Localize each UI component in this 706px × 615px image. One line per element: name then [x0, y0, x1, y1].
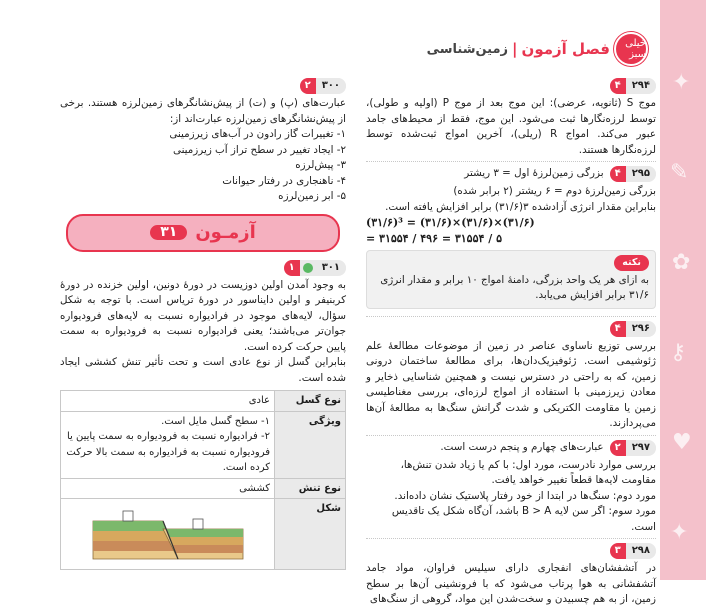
formula-line: = ۳۱۵۵۴ / ۴۹۶ = ۳۱۵۵۴ / ۵ — [366, 231, 502, 245]
star-icon: ✦ — [670, 520, 689, 545]
answer-number: ۲ — [300, 78, 316, 94]
question-number: ۲۹۵ — [626, 166, 656, 182]
star-icon: ✦ — [672, 70, 691, 95]
chapter-header — [318, 36, 648, 62]
table-header-cell: نوع گسل — [275, 391, 346, 412]
exam-number: ۳۱ — [150, 225, 187, 241]
exam-title: آزمـون — [195, 221, 256, 243]
table-row — [61, 499, 346, 570]
key-icon: ⚷ — [670, 340, 687, 365]
question-badge — [610, 543, 656, 559]
note-text: به ازای هر یک واحد بزرگی، دامنهٔ امواج ۱۰ برابر و مقدار انرژی ۳۱/۶ برابر افزایش می‌یابد. — [380, 273, 649, 301]
note-box — [366, 250, 656, 309]
question-badge — [610, 78, 656, 94]
question-296 — [366, 321, 656, 436]
green-dot-icon — [303, 263, 313, 273]
table-row — [61, 411, 346, 478]
answer-line: بزرگی زمین‌لرزهٔ اول = ۳ ریشتر — [464, 167, 604, 180]
table-cell: عادی — [61, 391, 275, 412]
table-cell — [61, 499, 275, 570]
list-item: ۵- ابر زمین‌لرزه — [278, 190, 346, 202]
heart-icon: ♥ — [672, 430, 692, 455]
question-300 — [60, 78, 346, 208]
table-cell: کششی — [61, 478, 275, 499]
answer-line: بررسی موارد نادرست، مورد اول: با کم یا زیاد شدن تنش‌ها، مقاومت لایه‌ها قطعاً تغییر خواهد یافت. — [400, 458, 656, 486]
left-column — [60, 78, 346, 577]
list-item: ۱- تغییرات گاز رادون در آب‌های زیرزمینی — [169, 128, 346, 140]
table-cell-line: ۲- فرادیواره نسبت به فرودیواره به سمت پایین یا فرودیواره نسبت به فرادیواره به سمت بالا حرکت کرده است. — [66, 431, 270, 473]
answer-number: ۲ — [610, 440, 626, 456]
answer-number: ۴ — [610, 321, 626, 337]
answer-line: مورد سوم: اگر سن لایه B > A باشد، آن‌گاه شکل یک تاقدیس است. — [391, 505, 656, 533]
question-294 — [366, 78, 656, 162]
list-item: ۴- ناهنجاری در رفتار حیوانات — [222, 174, 346, 187]
note-label: نکته — [614, 255, 649, 271]
normal-fault-diagram — [83, 501, 253, 561]
question-295 — [366, 166, 656, 317]
formula-line: (۳۱/۶)³ = (۳۱/۶)×(۳۱/۶)×(۳۱/۶) — [366, 216, 535, 229]
answer-text: بررسی توزیع ناساوی عناصر در زمین از موضوعات مطالعهٔ علم ژئوشیمی است. ژئوفیزیک‌دان‌ها، برای مطالعهٔ ساختمان درونی زمین، که به راحتی در دسترس نیست و همچنین شناسایی ذخایر و معادن زیرزمینی با استفاده از امواج لرزه‌ای، بررسی مغناطیسی زمین یا مقاومت الکتریکی و شدت گرانش سنگ‌ها به مطالعهٔ آن‌ها می‌پردازند. — [366, 339, 656, 429]
chapter-separator: | — [512, 40, 518, 58]
page-edge-decoration — [660, 0, 706, 580]
question-badge — [610, 440, 656, 456]
logo-text: خیلی سبز — [625, 38, 646, 60]
answer-line: عبارت‌های چهارم و پنجم درست است. — [440, 440, 604, 453]
list-item: ۲- ایجاد تغییر در سطح تراز آب زیرزمینی — [172, 143, 346, 156]
question-number: ۲۹۶ — [626, 321, 656, 337]
answer-text: موج S (ثانویه، عرضی): این موج بعد از موج P (اولیه و طولی)، توسط لرزه‌نگارها ثبت می‌شود. این موج، فقط از محیط‌های جامد عبور می‌کند. امواج R (ریلی)، آخرین امواج ثبت‌شده توسط لرزه‌نگارها هستند. — [366, 97, 656, 156]
list-item: ۳- پیش‌لرزه — [295, 159, 346, 171]
table-row — [61, 478, 346, 499]
answer-line: بنابراین مقدار انرژی آزادشده ۳(۳۱/۶) برابر افزایش یافته است. — [385, 200, 656, 213]
question-number: ۳۰۱ — [316, 260, 346, 276]
answer-text: در آتشفشان‌های انفجاری دارای سیلیس فراوان، مواد جامد آتشفشانی به هوا پرتاب می‌شود که با فرونشینی آن‌ها بر سطح زمین، از به هم چسبیدن و سخت‌شدن این مواد، گروهی از سنگ‌های — [366, 562, 656, 605]
publisher-logo — [614, 32, 648, 66]
table-header-cell: نوع تنش — [275, 478, 346, 499]
answer-text: عبارت‌های (پ) و (ت) از پیش‌نشانگرهای زمین‌لرزه هستند. برخی از پیش‌نشانگرهای زمین‌لرزه عبارت‌اند از: — [60, 97, 346, 125]
answer-text: بنابراین گسل از نوع عادی است و تحت تأثیر تنش کششی ایجاد شده است. — [60, 356, 346, 384]
question-badge — [284, 260, 346, 276]
question-298 — [366, 543, 656, 611]
flower-icon: ✿ — [672, 250, 691, 275]
question-number: ۲۹۸ — [626, 543, 656, 559]
pencil-icon: ✎ — [670, 160, 689, 185]
table-cell-line: ۱- سطح گسل مایل است. — [161, 415, 270, 427]
answer-number: ۱ — [284, 260, 300, 276]
table-cell — [61, 411, 275, 478]
question-number: ۲۹۷ — [626, 440, 656, 456]
question-badge — [610, 321, 656, 337]
right-column — [366, 78, 656, 615]
question-badge — [610, 166, 656, 182]
fault-info-table — [60, 390, 346, 570]
table-header-cell: شکل — [275, 499, 346, 570]
answer-text: به وجود آمدن اولین دوزیست در دورهٔ دونین، اولین خزنده در دورهٔ کربنیفر و اولین دایناسور در دورهٔ تریاس است. با توجه به شکل سؤال، لایه‌های موجود در فرادیواره نسبت به لایه‌های فرودیواره جوان‌تر می‌باشند؛ یعنی فرادیواره نسبت به فرودیواره به سمت پایین حرکت کرده است. — [60, 278, 346, 353]
answer-line: بزرگی زمین‌لرزهٔ دوم = ۶ ریشتر (۲ برابر شده) — [453, 185, 656, 197]
question-301 — [60, 260, 346, 573]
question-297 — [366, 440, 656, 540]
exam-banner — [66, 214, 340, 252]
answer-number: ۳ — [610, 543, 626, 559]
answer-number: ۴ — [610, 78, 626, 94]
chapter-title: فصل آزمون — [521, 40, 610, 58]
answer-line: مورد دوم: سنگ‌ها در ابتدا از خود رفتار پلاستیک نشان داده‌اند. — [394, 489, 656, 502]
question-badge — [300, 78, 346, 94]
table-row — [61, 391, 346, 412]
answer-number: ۴ — [610, 166, 626, 182]
question-number: ۳۰۰ — [316, 78, 346, 94]
chapter-subject: زمین‌شناسی — [426, 41, 509, 57]
question-number: ۲۹۴ — [626, 78, 656, 94]
table-header-cell: ویژگی — [275, 411, 346, 478]
